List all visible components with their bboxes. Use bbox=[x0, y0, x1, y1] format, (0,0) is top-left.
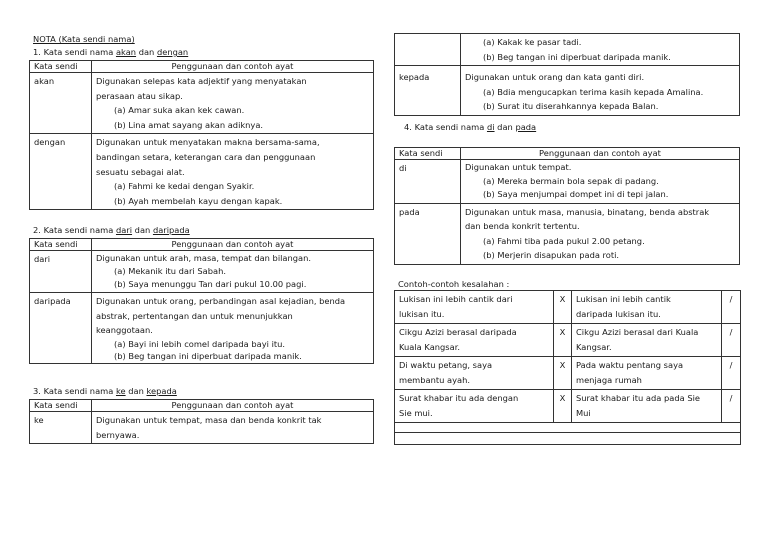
table-row bbox=[30, 412, 374, 444]
table-row bbox=[30, 293, 374, 364]
word-cell: pada bbox=[395, 203, 461, 264]
usage-cell: Digunakan untuk orang dan kata ganti diri. (a) Bdia mengucapkan terima kasih kepada Amalina. (b) Surat itu diserahkannya kepada Balan. bbox=[461, 66, 740, 116]
table-row-empty bbox=[395, 423, 741, 433]
word-cell: akan bbox=[30, 73, 92, 134]
wrong-sentence: Surat khabar itu ada dengan Sie mui. bbox=[395, 390, 554, 423]
usage-cell: Digunakan untuk menyatakan makna bersama-sama, bandingan setara, keterangan cara dan penggunaan sesuatu sebagai alat. (a) Fahmi ke kedai dengan Syakir. (b) Ayah membelah kayu dengan kapak. bbox=[92, 134, 374, 210]
wrong-sentence: Cikgu Azizi berasal daripada Kuala Kangsar. bbox=[395, 324, 554, 357]
section-4-heading: 4. Kata sendi nama di dan pada bbox=[404, 122, 537, 132]
table-di-pada bbox=[394, 147, 740, 265]
usage-cell: Digunakan selepas kata adjektif yang menyatakan perasaan atau sikap. (a) Amar suka akan kek cawan. (b) Lina amat sayang akan adiknya. bbox=[92, 73, 374, 134]
table-row-empty bbox=[395, 433, 741, 445]
wrong-mark: X bbox=[554, 357, 572, 390]
word-cell: dari bbox=[30, 251, 92, 293]
usage-cell: Digunakan untuk masa, manusia, binatang, benda abstrak dan benda konkrit tertentu. (a) Fahmi tiba pada pukul 2.00 petang. (b) Merjerin disapukan pada roti. bbox=[461, 203, 740, 264]
word-cell: dengan bbox=[30, 134, 92, 210]
table-row bbox=[395, 203, 740, 264]
word-cell: di bbox=[395, 160, 461, 204]
right-mark: / bbox=[722, 390, 741, 423]
wrong-sentence: Lukisan ini lebih cantik dari lukisan itu. bbox=[395, 291, 554, 324]
section-1-heading: 1. Kata sendi nama akan dan dengan bbox=[33, 47, 189, 57]
table-row bbox=[30, 251, 374, 293]
header-penggunaan: Penggunaan dan contoh ayat bbox=[92, 239, 374, 251]
table-row bbox=[395, 66, 740, 116]
note-title bbox=[33, 33, 135, 45]
header-penggunaan: Penggunaan dan contoh ayat bbox=[92, 61, 374, 73]
wrong-mark: X bbox=[554, 291, 572, 324]
right-sentence: Pada waktu pentang saya menjaga rumah bbox=[572, 357, 722, 390]
usage-cell: Digunakan untuk arah, masa, tempat dan bilangan. (a) Mekanik itu dari Sabah. (b) Saya menunggu Tan dari pukul 10.00 pagi. bbox=[92, 251, 374, 293]
usage-cell: Digunakan untuk orang, perbandingan asal kejadian, benda abstrak, pertentangan dan untuk menunjukkan keanggotaan. (a) Bayi ini lebih comel daripada bayi itu. (b) Beg tangan ini diperbuat daripada manik. bbox=[92, 293, 374, 364]
note-title-text: NOTA (Kata sendi nama) bbox=[33, 34, 135, 44]
table-row bbox=[395, 324, 741, 357]
table-kepada-continued bbox=[394, 33, 740, 116]
header-kata-sendi: Kata sendi bbox=[395, 148, 461, 160]
header-penggunaan: Penggunaan dan contoh ayat bbox=[92, 400, 374, 412]
right-mark: / bbox=[722, 324, 741, 357]
table-kesalahan bbox=[394, 290, 741, 445]
header-penggunaan: Penggunaan dan contoh ayat bbox=[461, 148, 740, 160]
errors-title: Contoh-contoh kesalahan : bbox=[398, 279, 510, 289]
right-mark: / bbox=[722, 357, 741, 390]
header-kata-sendi: Kata sendi bbox=[30, 239, 92, 251]
table-row bbox=[395, 34, 740, 66]
table-row bbox=[30, 73, 374, 134]
table-header-row bbox=[395, 148, 740, 160]
wrong-mark: X bbox=[554, 390, 572, 423]
table-row bbox=[395, 357, 741, 390]
wrong-mark: X bbox=[554, 324, 572, 357]
usage-cell: (a) Kakak ke pasar tadi. (b) Beg tangan ini diperbuat daripada manik. bbox=[461, 34, 740, 66]
word-cell: kepada bbox=[395, 66, 461, 116]
right-sentence: Surat khabar itu ada pada Sie Mui bbox=[572, 390, 722, 423]
header-kata-sendi: Kata sendi bbox=[30, 400, 92, 412]
table-header-row bbox=[30, 400, 374, 412]
section-3-heading: 3. Kata sendi nama ke dan kepada bbox=[33, 386, 177, 396]
empty-cell bbox=[395, 423, 741, 433]
table-header-row bbox=[30, 61, 374, 73]
table-row bbox=[395, 390, 741, 423]
right-sentence: Cikgu Azizi berasal dari Kuala Kangsar. bbox=[572, 324, 722, 357]
wrong-sentence: Di waktu petang, saya membantu ayah. bbox=[395, 357, 554, 390]
usage-cell: Digunakan untuk tempat, masa dan benda konkrit tak bernyawa. bbox=[92, 412, 374, 444]
table-row bbox=[395, 160, 740, 204]
table-dari-daripada bbox=[29, 238, 374, 364]
word-cell: daripada bbox=[30, 293, 92, 364]
section-2-heading: 2. Kata sendi nama dari dan daripada bbox=[33, 225, 190, 235]
table-ke-kepada bbox=[29, 399, 374, 444]
table-header-row bbox=[30, 239, 374, 251]
table-akan-dengan bbox=[29, 60, 374, 210]
header-kata-sendi: Kata sendi bbox=[30, 61, 92, 73]
usage-cell: Digunakan untuk tempat. (a) Mereka bermain bola sepak di padang. (b) Saya menjumpai dompet ini di tepi jalan. bbox=[461, 160, 740, 204]
word-cell: ke bbox=[30, 412, 92, 444]
table-row bbox=[395, 291, 741, 324]
right-mark: / bbox=[722, 291, 741, 324]
word-cell bbox=[395, 34, 461, 66]
table-row bbox=[30, 134, 374, 210]
empty-cell bbox=[395, 433, 741, 445]
right-sentence: Lukisan ini lebih cantik daripada lukisan itu. bbox=[572, 291, 722, 324]
